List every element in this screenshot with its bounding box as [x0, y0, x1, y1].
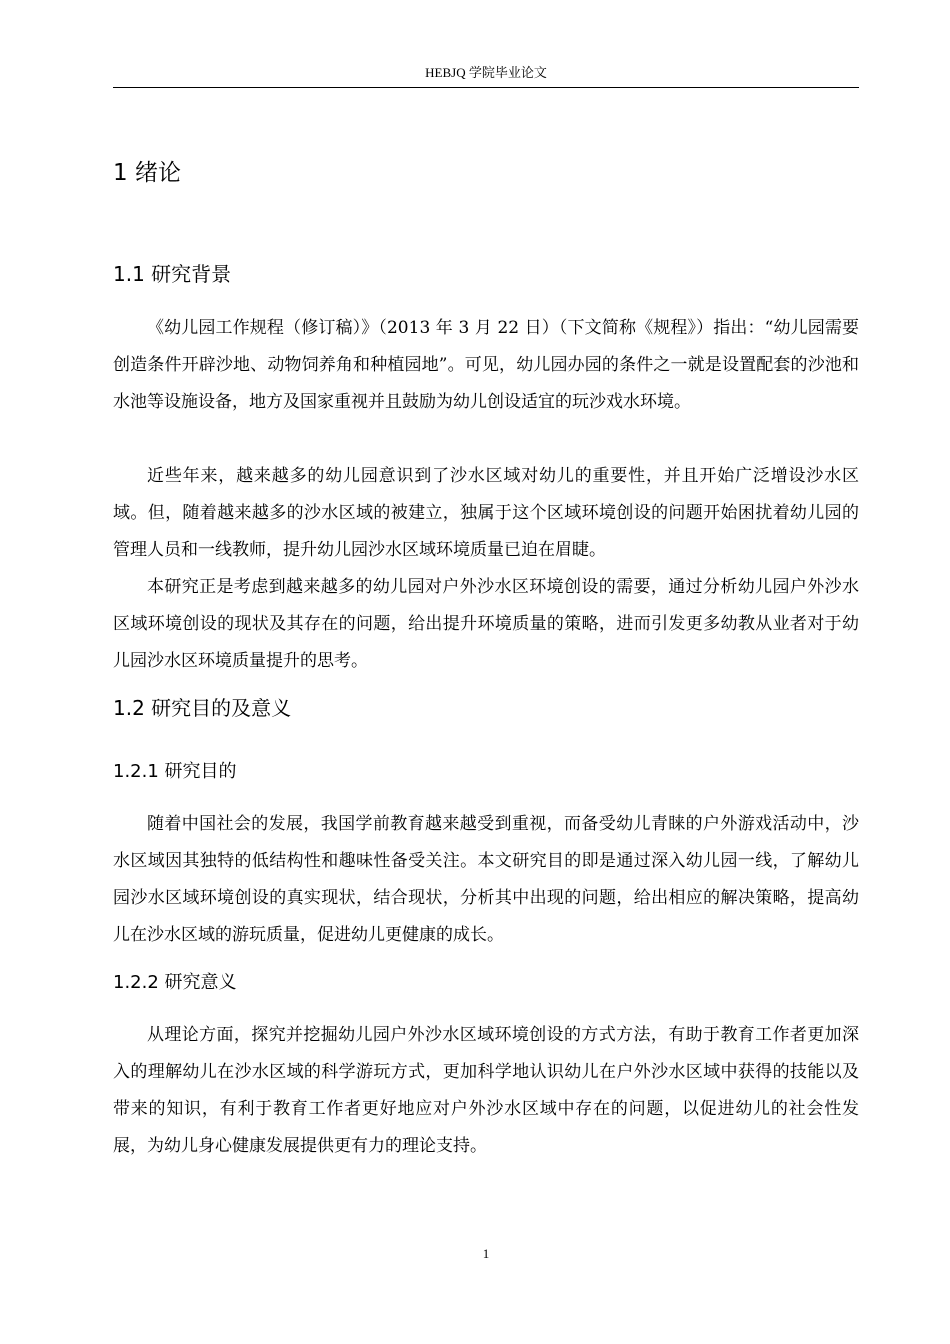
- paragraph-purpose: 随着中国社会的发展，我国学前教育越来越受到重视，而备受幼儿青睐的户外游戏活动中，沙水区域因其独特的低结构性和趣味性备受关注。本文研究目的即是通过深入幼儿园一线，了解幼儿园沙水区域环境创设的真实现状，结合现状，分析其中出现的问题，给出相应的解决策略，提高幼儿在沙水区域的游玩质量，促进幼儿更健康的成长。: [113, 814, 859, 945]
- running-header: HEBJQ 学院毕业论文: [425, 65, 547, 80]
- chapter-title: 1 绪论: [113, 160, 181, 186]
- page-number: 1: [482, 1246, 490, 1261]
- paragraph-background-3: 本研究正是考虑到越来越多的幼儿园对户外沙水区环境创设的需要，通过分析幼儿园户外沙水区域环境创设的现状及其存在的问题，给出提升环境质量的策略，进而引发更多幼教从业者对于幼儿园沙水区环境质量提升的思考。: [113, 577, 859, 671]
- section-heading-purpose-significance: 1.2 研究目的及意义: [113, 696, 292, 720]
- paragraph-background-1: 《幼儿园工作规程（修订稿）》（2013 年 3 月 22 日）（下文简称《规程》）指出：“幼儿园需要创造条件开辟沙地、动物饲养角和种植园地”。可见，幼儿园办园的条件之一就是设置配套的沙池和水池等设施设备，地方及国家重视并且鼓励为幼儿创设适宜的玩沙戏水环境。: [113, 318, 859, 412]
- paragraph-significance: 从理论方面，探究并挖掘幼儿园户外沙水区域环境创设的方式方法，有助于教育工作者更加深入的理解幼儿在沙水区域的科学游玩方式，更加科学地认识幼儿在户外沙水区域中获得的技能以及带来的知识，有利于教育工作者更好地应对户外沙水区域中存在的问题，以促进幼儿的社会性发展，为幼儿身心健康发展提供更有力的理论支持。: [113, 1025, 859, 1156]
- subsection-heading-purpose: 1.2.1 研究目的: [113, 761, 237, 782]
- section-heading-background: 1.1 研究背景: [113, 262, 232, 286]
- paragraph-background-2: 近些年来，越来越多的幼儿园意识到了沙水区域对幼儿的重要性，并且开始广泛增设沙水区域。但，随着越来越多的沙水区域的被建立，独属于这个区域环境创设的问题开始困扰着幼儿园的管理人员和一线教师，提升幼儿园沙水区域环境质量已迫在眉睫。: [113, 466, 859, 560]
- subsection-heading-significance: 1.2.2 研究意义: [113, 972, 237, 993]
- header-divider: [113, 87, 859, 88]
